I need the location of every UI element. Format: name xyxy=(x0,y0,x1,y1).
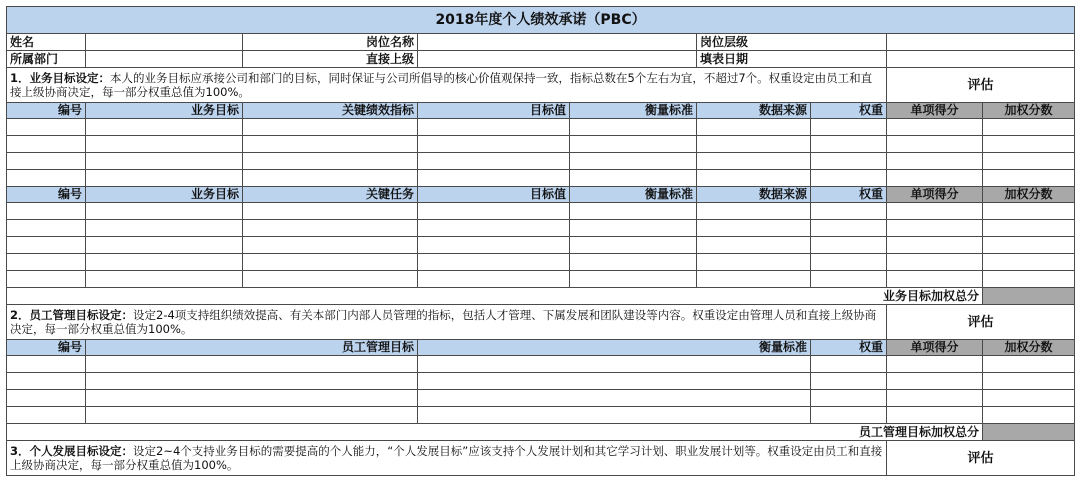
col-no-b: 编号 xyxy=(7,187,86,203)
section1-total-value[interactable] xyxy=(983,288,1075,305)
col-weighted-score-2: 加权分数 xyxy=(983,340,1075,356)
section3-description xyxy=(7,441,887,476)
col-no-2: 编号 xyxy=(7,340,86,356)
col-measure-2: 衡量标准 xyxy=(418,340,811,356)
table-row[interactable] xyxy=(7,203,1075,220)
section1-eval: 评估 xyxy=(887,68,1075,103)
col-target-b: 目标值 xyxy=(418,187,570,203)
department-cell[interactable] xyxy=(86,51,243,68)
position-cell[interactable] xyxy=(418,34,697,51)
col-item-score: 单项得分 xyxy=(887,103,983,119)
label-name: 姓名 xyxy=(7,34,86,51)
table-row[interactable] xyxy=(7,390,1075,407)
sheet-title: 2018年度个人绩效承诺（PBC） xyxy=(7,7,1075,34)
table-row[interactable] xyxy=(7,356,1075,373)
col-measure: 衡量标准 xyxy=(570,103,697,119)
section3-text: 设定2~4个支持业务目标的需要提高的个人能力，“个人发展目标”应该支持个人发展计划和其它学习计划、职业发展计划等。权重设定由员工和直接上级协商决定，每一部分权重总值为100%。 xyxy=(10,444,883,472)
label-department: 所属部门 xyxy=(7,51,86,68)
table-row[interactable] xyxy=(7,237,1075,254)
section2-total-label: 员工管理目标加权总分 xyxy=(7,424,983,441)
section3-heading: 3．个人发展目标设定： xyxy=(10,444,134,458)
name-cell[interactable] xyxy=(86,34,243,51)
section1-total-label: 业务目标加权总分 xyxy=(7,288,983,305)
section1-description xyxy=(7,68,887,103)
col-kpi: 关键绩效指标 xyxy=(243,103,418,119)
col-item-score-b: 单项得分 xyxy=(887,187,983,203)
col-target: 目标值 xyxy=(418,103,570,119)
col-business-goal: 业务目标 xyxy=(86,103,243,119)
section2-description xyxy=(7,305,887,340)
col-business-goal-b: 业务目标 xyxy=(86,187,243,203)
section2-heading: 2．员工管理目标设定： xyxy=(10,308,134,322)
pbc-sheet xyxy=(6,6,1074,476)
section3-eval: 评估 xyxy=(887,441,1075,476)
label-position: 岗位名称 xyxy=(243,34,418,51)
fill-date-cell[interactable] xyxy=(887,51,1075,68)
col-weighted-score: 加权分数 xyxy=(983,103,1075,119)
table-row[interactable] xyxy=(7,271,1075,288)
col-item-score-2: 单项得分 xyxy=(887,340,983,356)
section1-heading: 1．业务目标设定： xyxy=(10,71,111,85)
col-weight-b: 权重 xyxy=(811,187,887,203)
section2-eval: 评估 xyxy=(887,305,1075,340)
section2-text: 设定2-4项支持组织绩效提高、有关本部门内部人员管理的指标，包括人才管理、下属发展和团队建设等内容。权重设定由管理人员和直接上级协商决定，每一部分权重总值为100%。 xyxy=(10,308,877,336)
col-weight-2: 权重 xyxy=(811,340,887,356)
level-cell[interactable] xyxy=(887,34,1075,51)
col-source: 数据来源 xyxy=(697,103,811,119)
table-row[interactable] xyxy=(7,170,1075,187)
section1-text: 本人的业务目标应承接公司和部门的目标，同时保证与公司所倡导的核心价值观保持一致，指标总数在5个左右为宜，不超过7个。权重设定由员工和直接上级协商决定，每一部分权重总值为100%。 xyxy=(10,71,873,99)
col-source-b: 数据来源 xyxy=(697,187,811,203)
table-row[interactable] xyxy=(7,220,1075,237)
col-measure-b: 衡量标准 xyxy=(570,187,697,203)
label-level: 岗位层级 xyxy=(697,34,887,51)
section2-total-value[interactable] xyxy=(983,424,1075,441)
col-key-task: 关键任务 xyxy=(243,187,418,203)
table-row[interactable] xyxy=(7,254,1075,271)
table-row[interactable] xyxy=(7,153,1075,170)
col-weight: 权重 xyxy=(811,103,887,119)
table-row[interactable] xyxy=(7,136,1075,153)
col-no: 编号 xyxy=(7,103,86,119)
col-staff-goal: 员工管理目标 xyxy=(86,340,418,356)
table-row[interactable] xyxy=(7,119,1075,136)
pbc-table xyxy=(6,6,1075,476)
col-weighted-score-b: 加权分数 xyxy=(983,187,1075,203)
table-row[interactable] xyxy=(7,373,1075,390)
supervisor-cell[interactable] xyxy=(418,51,697,68)
label-fill-date: 填表日期 xyxy=(697,51,887,68)
table-row[interactable] xyxy=(7,407,1075,424)
label-supervisor: 直接上级 xyxy=(243,51,418,68)
